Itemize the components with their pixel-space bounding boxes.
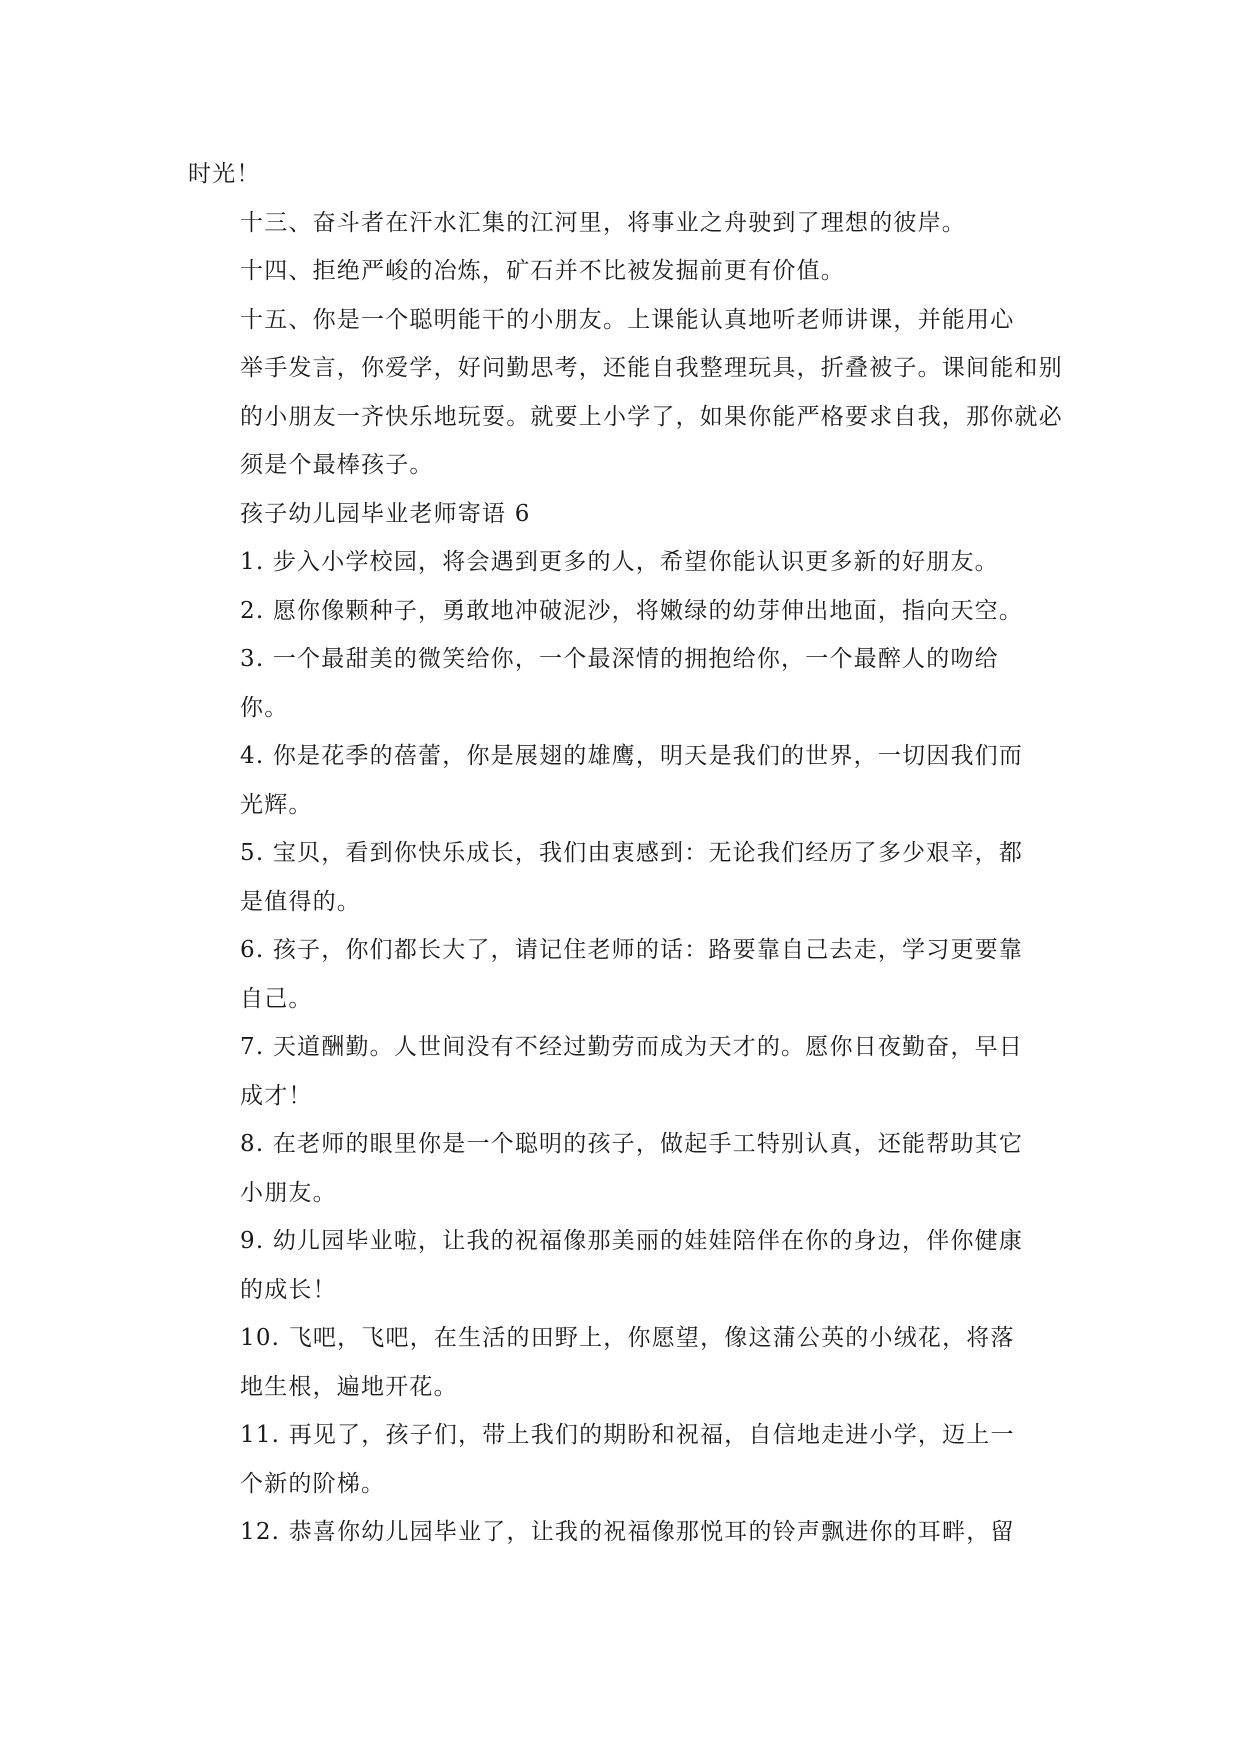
paragraph: [188, 1411, 1058, 1508]
text-line: 你。: [240, 694, 289, 721]
text-line: 时光！: [188, 161, 261, 187]
paragraph: [188, 199, 1058, 248]
text-line: 9. 幼儿园毕业啦，让我的祝福像那美丽的娃娃陪伴在你的身边，伴你健康: [240, 1228, 1024, 1254]
text-line: 1. 步入小学校园，将会遇到更多的人，希望你能认识更多新的好朋友。: [240, 549, 999, 575]
text-line: 12. 恭喜你幼儿园毕业了，让我的祝福像那悦耳的铃声飘进你的耳畔，留: [240, 1519, 1015, 1545]
paragraph: [188, 1120, 1058, 1217]
paragraph: [188, 150, 1058, 199]
paragraph: [188, 296, 1063, 490]
text-line: 5. 宝贝，看到你快乐成长，我们由衷感到：无论我们经历了多少艰辛，都: [240, 840, 1024, 866]
paragraph: [188, 587, 1058, 636]
text-line: 10. 飞吧，飞吧，在生活的田野上，你愿望，像这蒲公英的小绒花，将落: [240, 1325, 1015, 1351]
paragraph: [188, 635, 1058, 732]
paragraph: [188, 732, 1058, 829]
text-line: 孩子幼儿园毕业老师寄语 6: [240, 500, 531, 527]
text-line: 11. 再见了，孩子们，带上我们的期盼和祝福，自信地走进小学，迈上一: [240, 1422, 1015, 1448]
text-line: 小朋友。: [240, 1179, 337, 1206]
text-line: 8. 在老师的眼里你是一个聪明的孩子，做起手工特别认真，还能帮助其它: [240, 1131, 1024, 1157]
paragraph: [188, 1217, 1058, 1314]
text-line: 7. 天道酬勤。人世间没有不经过勤劳而成为天才的。愿你日夜勤奋，早日: [240, 1034, 1024, 1060]
text-line: 自己。: [240, 985, 313, 1012]
text-line: 3. 一个最甜美的微笑给你，一个最深情的拥抱给你，一个最醉人的吻给: [240, 646, 999, 672]
text-line: 的成长！: [240, 1276, 337, 1303]
paragraph: [188, 829, 1058, 926]
text-line: 个新的阶梯。: [240, 1470, 386, 1497]
text-line: 举手发言，你爱学，好问勤思考，还能自我整理玩具，折叠被子。课间能和别: [240, 355, 1063, 381]
text-line: 成才！: [240, 1082, 313, 1109]
text-line: 地生根，遍地开花。: [240, 1373, 458, 1400]
text-line: 十三、奋斗者在汗水汇集的江河里，将事业之舟驶到了理想的彼岸。: [240, 209, 966, 236]
paragraph: [188, 1314, 1058, 1411]
text-line: 须是个最棒孩子。: [240, 452, 434, 478]
section-heading: [188, 490, 1058, 539]
text-line: 光辉。: [240, 791, 313, 818]
text-line: 2. 愿你像颗种子，勇敢地冲破泥沙，将嫩绿的幼芽伸出地面，指向天空。: [240, 597, 1024, 624]
text-line: 十五、你是一个聪明能干的小朋友。上课能认真地听老师讲课，并能用心: [240, 306, 1015, 333]
paragraph: [188, 1508, 1058, 1557]
document-body: [188, 150, 1063, 1557]
text-line: 4. 你是花季的蓓蕾，你是展翅的雄鹰，明天是我们的世界，一切因我们而: [240, 743, 1024, 769]
paragraph: [188, 926, 1058, 1023]
paragraph: [188, 1023, 1058, 1120]
paragraph: [188, 538, 1058, 587]
paragraph: [188, 247, 1058, 296]
text-line: 6. 孩子，你们都长大了，请记住老师的话：路要靠自己去走，学习更要靠: [240, 937, 1024, 963]
text-line: 是值得的。: [240, 888, 361, 915]
text-line: 十四、拒绝严峻的冶炼，矿石并不比被发掘前更有价值。: [240, 258, 845, 284]
text-line: 的小朋友一齐快乐地玩耍。就要上小学了，如果你能严格要求自我，那你就必: [240, 403, 1063, 430]
